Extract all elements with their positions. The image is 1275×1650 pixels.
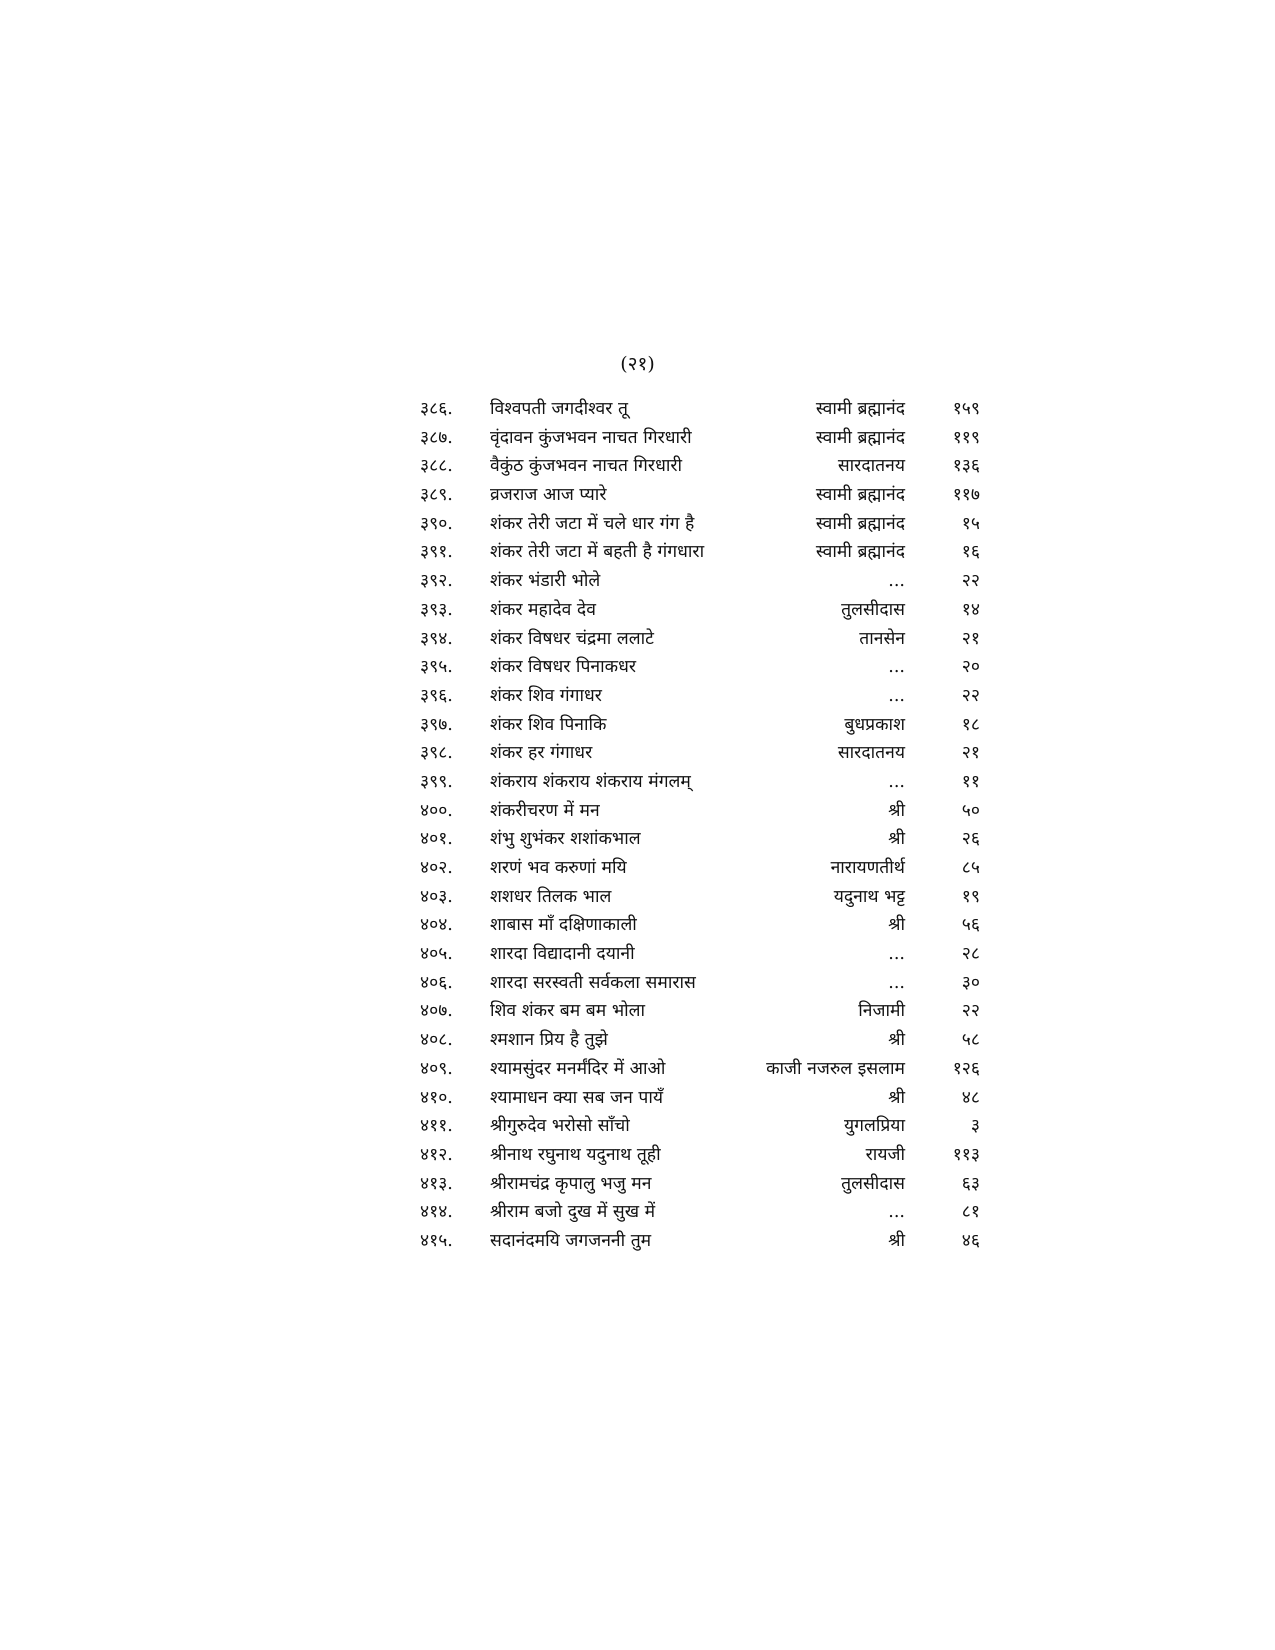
index-row xyxy=(420,1085,980,1114)
entry-number: ४०२. xyxy=(420,858,453,878)
page-number: (२१) xyxy=(620,353,655,375)
index-row xyxy=(420,425,980,454)
entry-number: ४०८. xyxy=(420,1030,453,1051)
entry-number: ४०३. xyxy=(420,886,453,907)
entry-number: ३९३. xyxy=(420,599,453,620)
song-title: वैकुंठ कुंजभवन नाचत गिरधारी xyxy=(490,456,683,477)
page-reference: ८१ xyxy=(961,1202,980,1223)
song-title: सदानंदमयि जगजननी तुम xyxy=(490,1230,652,1251)
entry-number: ३९२. xyxy=(420,571,453,592)
entry-number: ३९६. xyxy=(420,685,453,706)
index-row xyxy=(420,1113,980,1142)
author-name: स्वामी ब्रह्मानंद xyxy=(815,427,905,448)
author-name: श्री xyxy=(888,800,905,821)
song-title: शंकर शिव पिनाकि xyxy=(490,714,607,735)
index-row xyxy=(420,798,980,827)
author-name: नारायणतीर्थ xyxy=(830,858,905,878)
song-title: शारदा सरस्वती सर्वकला समारास xyxy=(490,972,696,993)
author-name: बुधप्रकाश xyxy=(844,714,905,735)
index-row xyxy=(420,1199,980,1228)
entry-number: ३९७. xyxy=(420,714,453,735)
page-reference: २१ xyxy=(961,628,980,649)
song-title: शंकर विषधर चंद्रमा ललाटे xyxy=(490,628,654,649)
author-name: रायजी xyxy=(865,1144,905,1165)
page-reference: ३ xyxy=(970,1116,980,1137)
entry-number: ४००. xyxy=(420,800,453,821)
author-name: स्वामी ब्रह्मानंद xyxy=(815,485,905,506)
song-title: शंकर महादेव देव xyxy=(490,599,596,620)
index-row xyxy=(420,626,980,655)
page-reference: २२ xyxy=(961,1001,980,1022)
song-index-table xyxy=(420,396,980,1257)
author-name: ... xyxy=(888,1202,905,1223)
page-reference: ४८ xyxy=(961,1087,980,1108)
entry-number: ४११. xyxy=(420,1116,453,1137)
entry-number: ३९४. xyxy=(420,628,453,649)
page-reference: २२ xyxy=(961,685,980,706)
author-name: ... xyxy=(888,657,905,678)
index-row xyxy=(420,941,980,970)
index-row xyxy=(420,826,980,855)
song-title: शंकर शिव गंगाधर xyxy=(490,685,602,706)
page-reference: १८ xyxy=(961,714,980,735)
page-reference: १९ xyxy=(961,886,980,907)
author-name: तुलसीदास xyxy=(841,599,905,620)
index-row xyxy=(420,654,980,683)
index-row xyxy=(420,712,980,741)
song-title: शंकर विषधर पिनाकधर xyxy=(490,657,636,678)
page-reference: १२६ xyxy=(952,1058,980,1079)
song-title: शंकर तेरी जटा में चले धार गंग है xyxy=(490,513,695,534)
entry-number: ३९०. xyxy=(420,513,453,534)
page-reference: ४६ xyxy=(961,1230,980,1251)
page-reference: ८५ xyxy=(961,858,980,878)
page-reference: ११३ xyxy=(952,1144,980,1165)
song-title: शंकराय शंकराय शंकराय मंगलम् xyxy=(490,771,691,792)
entry-number: ४०१. xyxy=(420,829,453,850)
index-row xyxy=(420,1142,980,1171)
author-name: स्वामी ब्रह्मानंद xyxy=(815,513,905,534)
index-row xyxy=(420,1056,980,1085)
page-reference: ११ xyxy=(961,771,980,792)
author-name: श्री xyxy=(888,915,905,936)
page-reference: १५ xyxy=(961,513,980,534)
page-reference: ३० xyxy=(961,972,980,993)
page-reference: ५० xyxy=(961,800,980,821)
index-row xyxy=(420,568,980,597)
index-row xyxy=(420,855,980,884)
song-title: व्रजराज आज प्यारे xyxy=(490,485,607,506)
page-reference: ५८ xyxy=(961,1030,980,1051)
author-name: ... xyxy=(888,944,905,965)
entry-number: ३९८. xyxy=(420,743,453,764)
index-row xyxy=(420,1027,980,1056)
author-name: श्री xyxy=(888,1230,905,1251)
page-reference: १३६ xyxy=(952,456,980,477)
index-row xyxy=(420,683,980,712)
entry-number: ४१३. xyxy=(420,1173,453,1194)
author-name: स्वामी ब्रह्मानंद xyxy=(815,542,905,563)
index-row xyxy=(420,597,980,626)
entry-number: ३९९. xyxy=(420,771,453,792)
song-title: श्रीरामचंद्र कृपालु भजु मन xyxy=(490,1173,652,1194)
entry-number: ३८८. xyxy=(420,456,453,477)
author-name: युगलप्रिया xyxy=(843,1116,905,1137)
author-name: सारदातनय xyxy=(837,743,905,764)
author-name: काजी नजरुल इसलाम xyxy=(766,1058,905,1079)
song-title: शारदा विद्यादानी दयानी xyxy=(490,944,635,965)
index-row xyxy=(420,884,980,913)
index-row xyxy=(420,1171,980,1200)
entry-number: ४०४. xyxy=(420,915,453,936)
song-title: शाबास माँ दक्षिणाकाली xyxy=(490,915,637,936)
song-title: श्यामाधन क्या सब जन पायँ xyxy=(490,1087,664,1108)
index-row xyxy=(420,998,980,1027)
song-title: शंकर हर गंगाधर xyxy=(490,743,593,764)
index-row xyxy=(420,453,980,482)
page-reference: ५६ xyxy=(961,915,980,936)
author-name: ... xyxy=(888,972,905,993)
page-reference: ६३ xyxy=(961,1173,980,1194)
page-reference: १५९ xyxy=(952,399,980,419)
author-name: निजामी xyxy=(858,1001,905,1022)
page-reference: २० xyxy=(961,657,980,678)
entry-number: ३९५. xyxy=(420,657,453,678)
entry-number: ४१४. xyxy=(420,1202,453,1223)
song-title: शंकर भंडारी भोले xyxy=(490,571,601,592)
entry-number: ३८६. xyxy=(420,399,453,419)
song-title: शिव शंकर बम बम भोला xyxy=(490,1001,646,1022)
index-row xyxy=(420,539,980,568)
author-name: तानसेन xyxy=(859,628,905,649)
index-row xyxy=(420,482,980,511)
index-row xyxy=(420,511,980,540)
index-row xyxy=(420,912,980,941)
author-name: यदुनाथ भट्ट xyxy=(833,886,905,907)
page-reference: ११७ xyxy=(952,485,980,506)
entry-number: ३८७. xyxy=(420,427,453,448)
author-name: ... xyxy=(888,771,905,792)
entry-number: ४१२. xyxy=(420,1144,453,1165)
page-reference: २१ xyxy=(961,743,980,764)
entry-number: ४०७. xyxy=(420,1001,453,1022)
index-row xyxy=(420,1228,980,1257)
song-title: विश्वपती जगदीश्वर तू xyxy=(490,399,628,419)
page-reference: २६ xyxy=(961,829,980,850)
entry-number: ४०९. xyxy=(420,1058,453,1079)
song-title: शरणं भव करुणां मयि xyxy=(490,858,627,878)
page-reference: ११९ xyxy=(952,427,980,448)
entry-number: ३८९. xyxy=(420,485,453,506)
song-title: शंकरीचरण में मन xyxy=(490,800,600,821)
song-title: श्मशान प्रिय है तुझे xyxy=(490,1030,608,1051)
author-name: ... xyxy=(888,571,905,592)
song-title: शंकर तेरी जटा में बहती है गंगधारा xyxy=(490,542,705,563)
song-title: श्रीगुरुदेव भरोसो साँचो xyxy=(490,1116,630,1137)
song-title: श्रीराम बजो दुख में सुख में xyxy=(490,1202,656,1223)
author-name: सारदातनय xyxy=(837,456,905,477)
entry-number: ४१०. xyxy=(420,1087,453,1108)
song-title: शंभु शुभंकर शशांकभाल xyxy=(490,829,641,850)
author-name: श्री xyxy=(888,1030,905,1051)
author-name: स्वामी ब्रह्मानंद xyxy=(815,399,905,419)
index-row xyxy=(420,740,980,769)
author-name: ... xyxy=(888,685,905,706)
song-title: श्यामसुंदर मनर्मंदिर में आओ xyxy=(490,1058,666,1079)
author-name: श्री xyxy=(888,829,905,850)
song-title: वृंदावन कुंजभवन नाचत गिरधारी xyxy=(490,427,692,448)
entry-number: ४१५. xyxy=(420,1230,453,1251)
entry-number: ४०६. xyxy=(420,972,453,993)
page-reference: २२ xyxy=(961,571,980,592)
entry-number: ३९१. xyxy=(420,542,453,563)
song-title: शशधर तिलक भाल xyxy=(490,886,612,907)
page-reference: १६ xyxy=(961,542,980,563)
song-title: श्रीनाथ रघुनाथ यदुनाथ तूही xyxy=(490,1144,661,1165)
index-row xyxy=(420,769,980,798)
author-name: श्री xyxy=(888,1087,905,1108)
page-reference: १४ xyxy=(961,599,980,620)
author-name: तुलसीदास xyxy=(841,1173,905,1194)
entry-number: ४०५. xyxy=(420,944,453,965)
page-reference: २८ xyxy=(961,944,980,965)
index-row xyxy=(420,970,980,999)
index-row xyxy=(420,396,980,425)
